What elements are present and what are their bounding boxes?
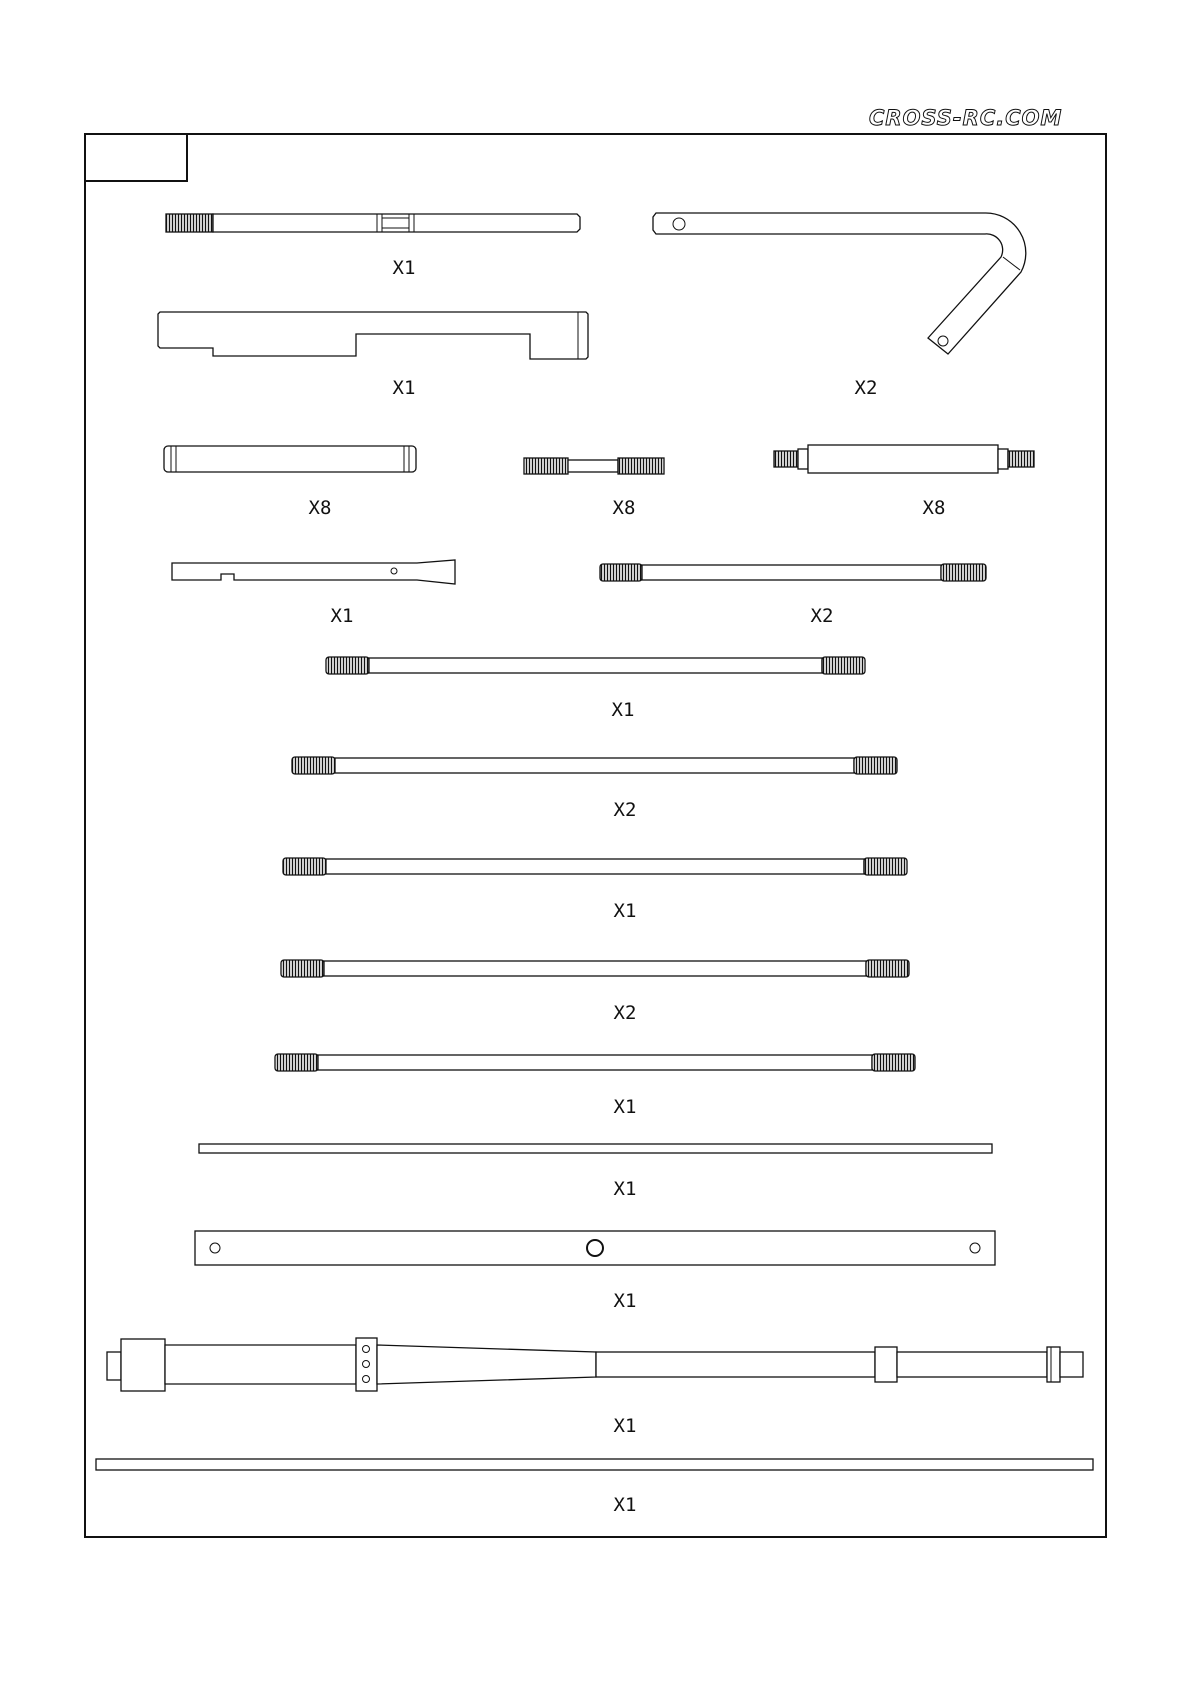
qty-label: X1 <box>611 699 635 721</box>
qty-label: X1 <box>392 257 416 279</box>
qty-label: X1 <box>392 377 416 399</box>
bent-link <box>653 213 1026 354</box>
qty-label: X1 <box>613 900 637 922</box>
turnbuckle-sleeve <box>774 445 1034 473</box>
rod-f <box>275 1054 915 1071</box>
stepped-axle <box>107 1338 1083 1391</box>
drilled-plate <box>195 1231 995 1265</box>
qty-label: X1 <box>330 605 354 627</box>
qty-label: X2 <box>810 605 834 627</box>
qty-label: X8 <box>612 497 636 519</box>
rod-c <box>292 757 897 774</box>
long-strip <box>96 1459 1093 1470</box>
qty-label: X2 <box>613 799 637 821</box>
flat-strip <box>199 1144 992 1153</box>
step-number-box <box>85 134 187 181</box>
qty-label: X1 <box>613 1415 637 1437</box>
qty-label: X1 <box>613 1178 637 1200</box>
qty-label: X2 <box>854 377 878 399</box>
rod-e <box>281 960 909 977</box>
tapered-blade <box>172 560 455 584</box>
qty-label: X1 <box>613 1494 637 1516</box>
stepped-bar <box>158 312 588 359</box>
qty-label: X1 <box>613 1290 637 1312</box>
rod-a <box>600 564 986 581</box>
qty-label: X2 <box>613 1002 637 1024</box>
qty-label: X8 <box>922 497 946 519</box>
qty-label: X8 <box>308 497 332 519</box>
short-stud <box>524 458 664 474</box>
brand-logo: CROSS-RC.COM <box>869 106 1063 130</box>
grooved-pin <box>164 446 416 472</box>
qty-label: X1 <box>613 1096 637 1118</box>
rod-d <box>283 858 907 875</box>
rod-b <box>326 657 865 674</box>
shaft-threaded-end <box>166 214 580 232</box>
